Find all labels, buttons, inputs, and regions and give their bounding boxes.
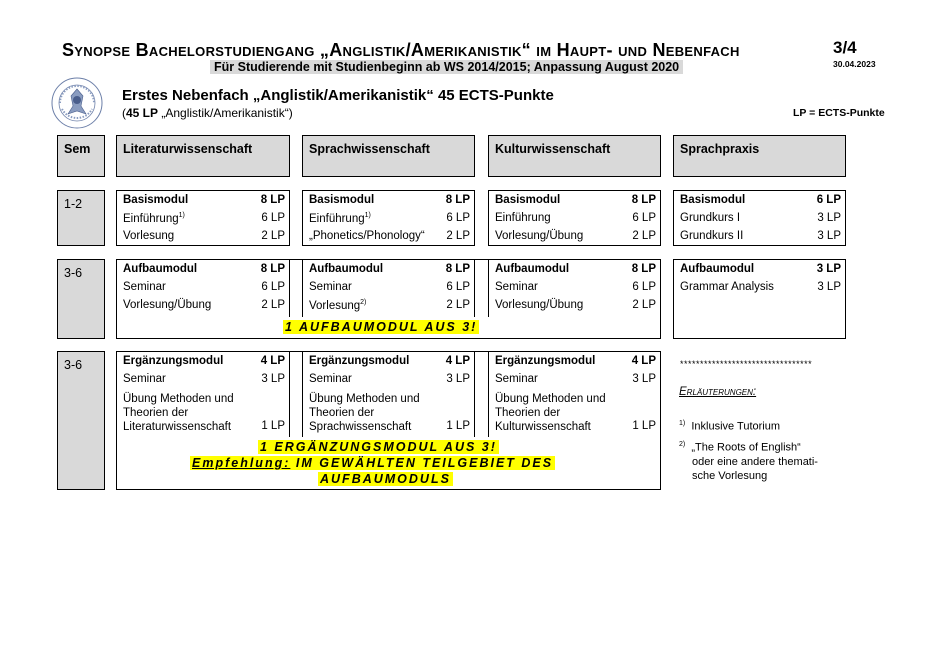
recommendation-note: Empfehlung: IM GEWÄHLTEN TEILGEBIET DES: [192, 456, 554, 470]
header-sprachpraxis: Sprachpraxis: [673, 135, 846, 177]
kultur-aufbaumodul: Aufbaumodul 8 LP Seminar 6 LP Vorlesung/Übung 2 LP: [488, 259, 661, 317]
header-sprachwissenschaft: Sprachwissenschaft: [302, 135, 475, 177]
praxis-basismodul: Basismodul 6 LP Grundkurs I 3 LP Grundkurs II 3 LP: [673, 190, 846, 246]
university-seal-icon: [50, 76, 104, 130]
semester-row2: 3-6: [57, 259, 105, 339]
sprach-basismodul: Basismodul 8 LP Einführung$^{1)}$ 6 LP „Phonetics/Phonology“ 2 LP: [302, 190, 475, 246]
sprach-aufbaumodul: Aufbaumodul 8 LP Seminar 6 LP Vorlesung$^{2)}$ 2 LP: [302, 259, 475, 317]
page-number: 3/4: [833, 38, 857, 57]
footnote-1: $^{1)}$ Inklusive Tutorium: [679, 420, 781, 433]
praxis-aufbaumodul: Aufbaumodul 3 LP Grammar Analysis 3 LP: [673, 259, 846, 339]
ergaenzungsmodul-note: 1 ERGÄNZUNGSMODUL AUS 3!: [260, 440, 497, 454]
header-literaturwissenschaft: Literaturwissenschaft: [116, 135, 290, 177]
aufbaumodul-note: 1 AUFBAUMODUL AUS 3!: [285, 320, 478, 334]
semester-row1: 1-2: [57, 190, 105, 246]
header-sem: Sem: [57, 135, 105, 177]
lp-legend: LP = ECTS-Punkte: [793, 107, 885, 119]
section-heading: Erstes Nebenfach „Anglistik/Amerikanistik“ 45 ECTS-Punkte: [122, 87, 554, 104]
kultur-basismodul: Basismodul 8 LP Einführung 6 LP Vorlesung/Übung 2 LP: [488, 190, 661, 246]
lit-basismodul: Basismodul 8 LP Einführung$^{1)}$ 6 LP Vorlesung 2 LP: [116, 190, 290, 246]
document-date: 30.04.2023: [833, 59, 876, 69]
header-kulturwissenschaft: Kulturwissenschaft: [488, 135, 661, 177]
document-title: Synopse Bachelorstudiengang „Anglistik/Amerikanistik“ im Haupt- und Nebenfach: [62, 40, 740, 60]
document-subtitle: Für Studierende mit Studienbeginn ab WS 2014/2015; Anpassung August 2020: [210, 60, 683, 74]
lit-aufbaumodul: Aufbaumodul 8 LP Seminar 6 LP Vorlesung/Übung 2 LP: [116, 259, 290, 317]
lit-ergaenzungsmodul: Ergänzungsmodul 4 LP Seminar 3 LP Übung Methoden und Theorien der Literaturwissenschaft 1 LP: [116, 351, 290, 437]
kultur-ergaenzungsmodul: Ergänzungsmodul 4 LP Seminar 3 LP Übung Methoden und Theorien der Kulturwissenschaft 1 LP: [488, 351, 661, 437]
footnote-2: $^{2)}$ „The Roots of English“ oder eine andere themati- sche Vorlesung: [679, 441, 818, 482]
separator-stars: *********************************: [680, 359, 813, 369]
sprach-ergaenzungsmodul: Ergänzungsmodul 4 LP Seminar 3 LP Übung Methoden und Theorien der Sprachwissenschaft 1 LP: [302, 351, 475, 437]
section-subheading: (45 LP „Anglistik/Amerikanistik“): [122, 106, 293, 120]
recommendation-note-cont: AUFBAUMODULS: [320, 472, 451, 486]
explanations-heading: Erläuterungen:: [679, 386, 757, 398]
semester-row3: 3-6: [57, 351, 105, 490]
